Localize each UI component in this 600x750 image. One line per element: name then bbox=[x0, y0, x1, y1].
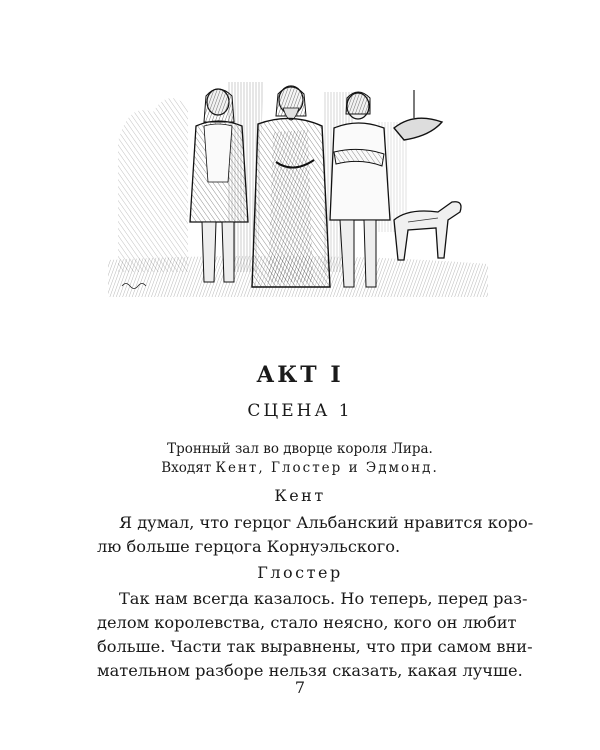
scene-title: СЦЕНА 1 bbox=[247, 401, 353, 421]
speech-line: лю больше герцога Корнуэльского. bbox=[97, 537, 401, 556]
speech-gloster bbox=[97, 587, 533, 683]
stage-direction-prefix: Входят bbox=[161, 460, 216, 476]
hanging-horn-icon bbox=[394, 90, 442, 140]
stage-direction-line-1: Тронный зал во дворце короля Лира. bbox=[167, 441, 433, 457]
figure-center-bearded-man bbox=[252, 86, 330, 287]
speech-line: мательном разборе нельзя сказать, какая лучше. bbox=[97, 661, 523, 680]
engraving-illustration bbox=[108, 82, 488, 297]
stage-direction-line-2 bbox=[0, 459, 600, 478]
speaker-gloster: Глостер bbox=[257, 563, 343, 582]
speech-line: Так нам всегда казалось. Но теперь, перед раз- bbox=[119, 589, 528, 608]
speaker-kent: Кент bbox=[274, 486, 326, 505]
speech-line: больше. Части так выравнены, что при самом вни- bbox=[97, 637, 533, 656]
speech-line: делом королевства, стало неясно, кого он любит bbox=[97, 613, 517, 632]
speech-kent bbox=[97, 511, 534, 559]
act-title: АКТ I bbox=[256, 362, 344, 388]
stage-direction-names: Кент, Глостер и Эдмонд. bbox=[215, 460, 439, 476]
speech-line: Я думал, что герцог Альбанский нравится коро- bbox=[119, 513, 534, 532]
page-number: 7 bbox=[294, 678, 306, 697]
stage-direction bbox=[0, 440, 600, 478]
